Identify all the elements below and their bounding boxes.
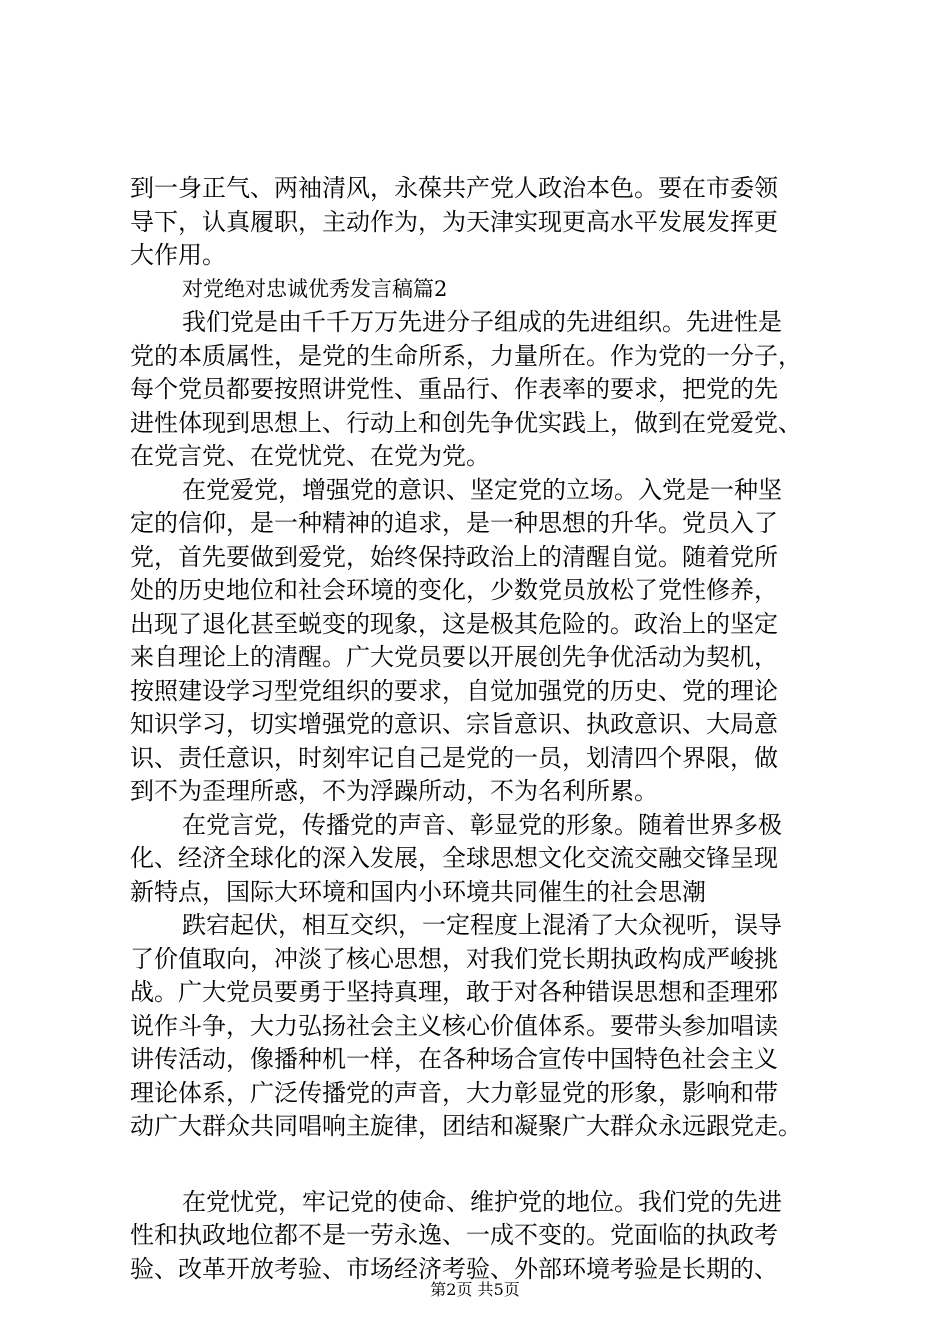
text-line: 处的历史地位和社会环境的变化，少数党员放松了党性修养， (130, 576, 778, 604)
text-line: 动广大群众共同唱响主旋律，团结和凝聚广大群众永远跟党走。 (130, 1112, 802, 1140)
section-heading: 对党绝对忠诚优秀发言稿篇2 (182, 276, 448, 301)
document-body (130, 172, 825, 1286)
text-line: 在党言党、在党忧党、在党为党。 (130, 442, 490, 470)
page-total-suffix: 页 (503, 1280, 520, 1299)
text-line: 定的信仰，是一种精神的追求，是一种思想的升华。党员入了 (130, 509, 778, 537)
text-line: 化、经济全球化的深入发展，全球思想文化交流交融交锋呈现 (130, 844, 778, 872)
page-footer (0, 1280, 950, 1300)
page-total-prefix: 共 (477, 1280, 494, 1299)
text-line: 战。广大党员要勇于坚持真理，敢于对各种错误思想和歪理邪 (130, 978, 778, 1006)
text-line: 每个党员都要按照讲党性、重品行、作表率的要求，把党的先 (130, 375, 778, 403)
text-line: 大作用。 (130, 241, 226, 269)
text-line: 导下，认真履职，主动作为，为天津实现更高水平发展发挥更 (130, 207, 778, 236)
paragraph-spacer (130, 1144, 825, 1186)
text-line: 出现了退化甚至蜕变的现象，这是极其危险的。政治上的坚定 (130, 609, 778, 638)
page-number-current: 2 (446, 1280, 457, 1299)
paragraph-first-line: 跌宕起伏，相互交织，一定程度上混淆了大众视听，误导 (182, 911, 782, 939)
text-line: 到一身正气、两袖清风，永葆共产党人政治本色。要在市委领 (130, 174, 778, 202)
text-line: 性和执政地位都不是一劳永逸、一成不变的。党面临的执政考 (130, 1221, 778, 1249)
page-number-total: 5 (493, 1280, 504, 1299)
paragraph-first-line: 在党忧党，牢记党的使命、维护党的地位。我们党的先进 (182, 1187, 782, 1216)
paragraph-first-line: 我们党是由千千万万先进分子组成的先进组织。先进性是 (182, 308, 782, 336)
text-line: 知识学习，切实增强党的意识、宗旨意识、执政意识、大局意 (130, 710, 778, 738)
text-line: 理论体系，广泛传播党的声音，大力彰显党的形象，影响和带 (130, 1078, 778, 1107)
text-line: 了价值取向，冲淡了核心思想，对我们党长期执政构成严峻挑 (130, 944, 778, 973)
text-line: 识、责任意识，时刻牢记自己是党的一员，划清四个界限，做 (130, 743, 778, 772)
page-number-prefix: 第 (430, 1280, 447, 1299)
page-number-suffix: 页 (456, 1280, 473, 1299)
text-line: 验、改革开放考验、市场经济考验、外部环境考验是长期的、 (130, 1254, 778, 1283)
text-line: 新特点，国际大环境和国内小环境共同催生的社会思潮 (130, 877, 706, 906)
text-line: 到不为歪理所惑，不为浮躁所动，不为名利所累。 (130, 777, 658, 805)
text-line: 进性体现到思想上、行动上和创先争优实践上，做到在党爱党、 (130, 408, 802, 437)
text-line: 党，首先要做到爱党，始终保持政治上的清醒自觉。随着党所 (130, 542, 778, 571)
text-line: 讲传活动，像播种机一样，在各种场合宣传中国特色社会主义 (130, 1045, 778, 1073)
text-line: 来自理论上的清醒。广大党员要以开展创先争优活动为契机， (130, 643, 778, 671)
paragraph-first-line: 在党言党，传播党的声音、彰显党的形象。随着世界多极 (182, 810, 782, 839)
paragraph-first-line: 在党爱党，增强党的意识、坚定党的立场。入党是一种坚 (182, 475, 782, 504)
text-line: 党的本质属性，是党的生命所系，力量所在。作为党的一分子， (130, 341, 802, 370)
text-line: 说作斗争，大力弘扬社会主义核心价值体系。要带头参加唱读 (130, 1011, 778, 1040)
text-line: 按照建设学习型党组织的要求，自觉加强党的历史、党的理论 (130, 676, 778, 705)
